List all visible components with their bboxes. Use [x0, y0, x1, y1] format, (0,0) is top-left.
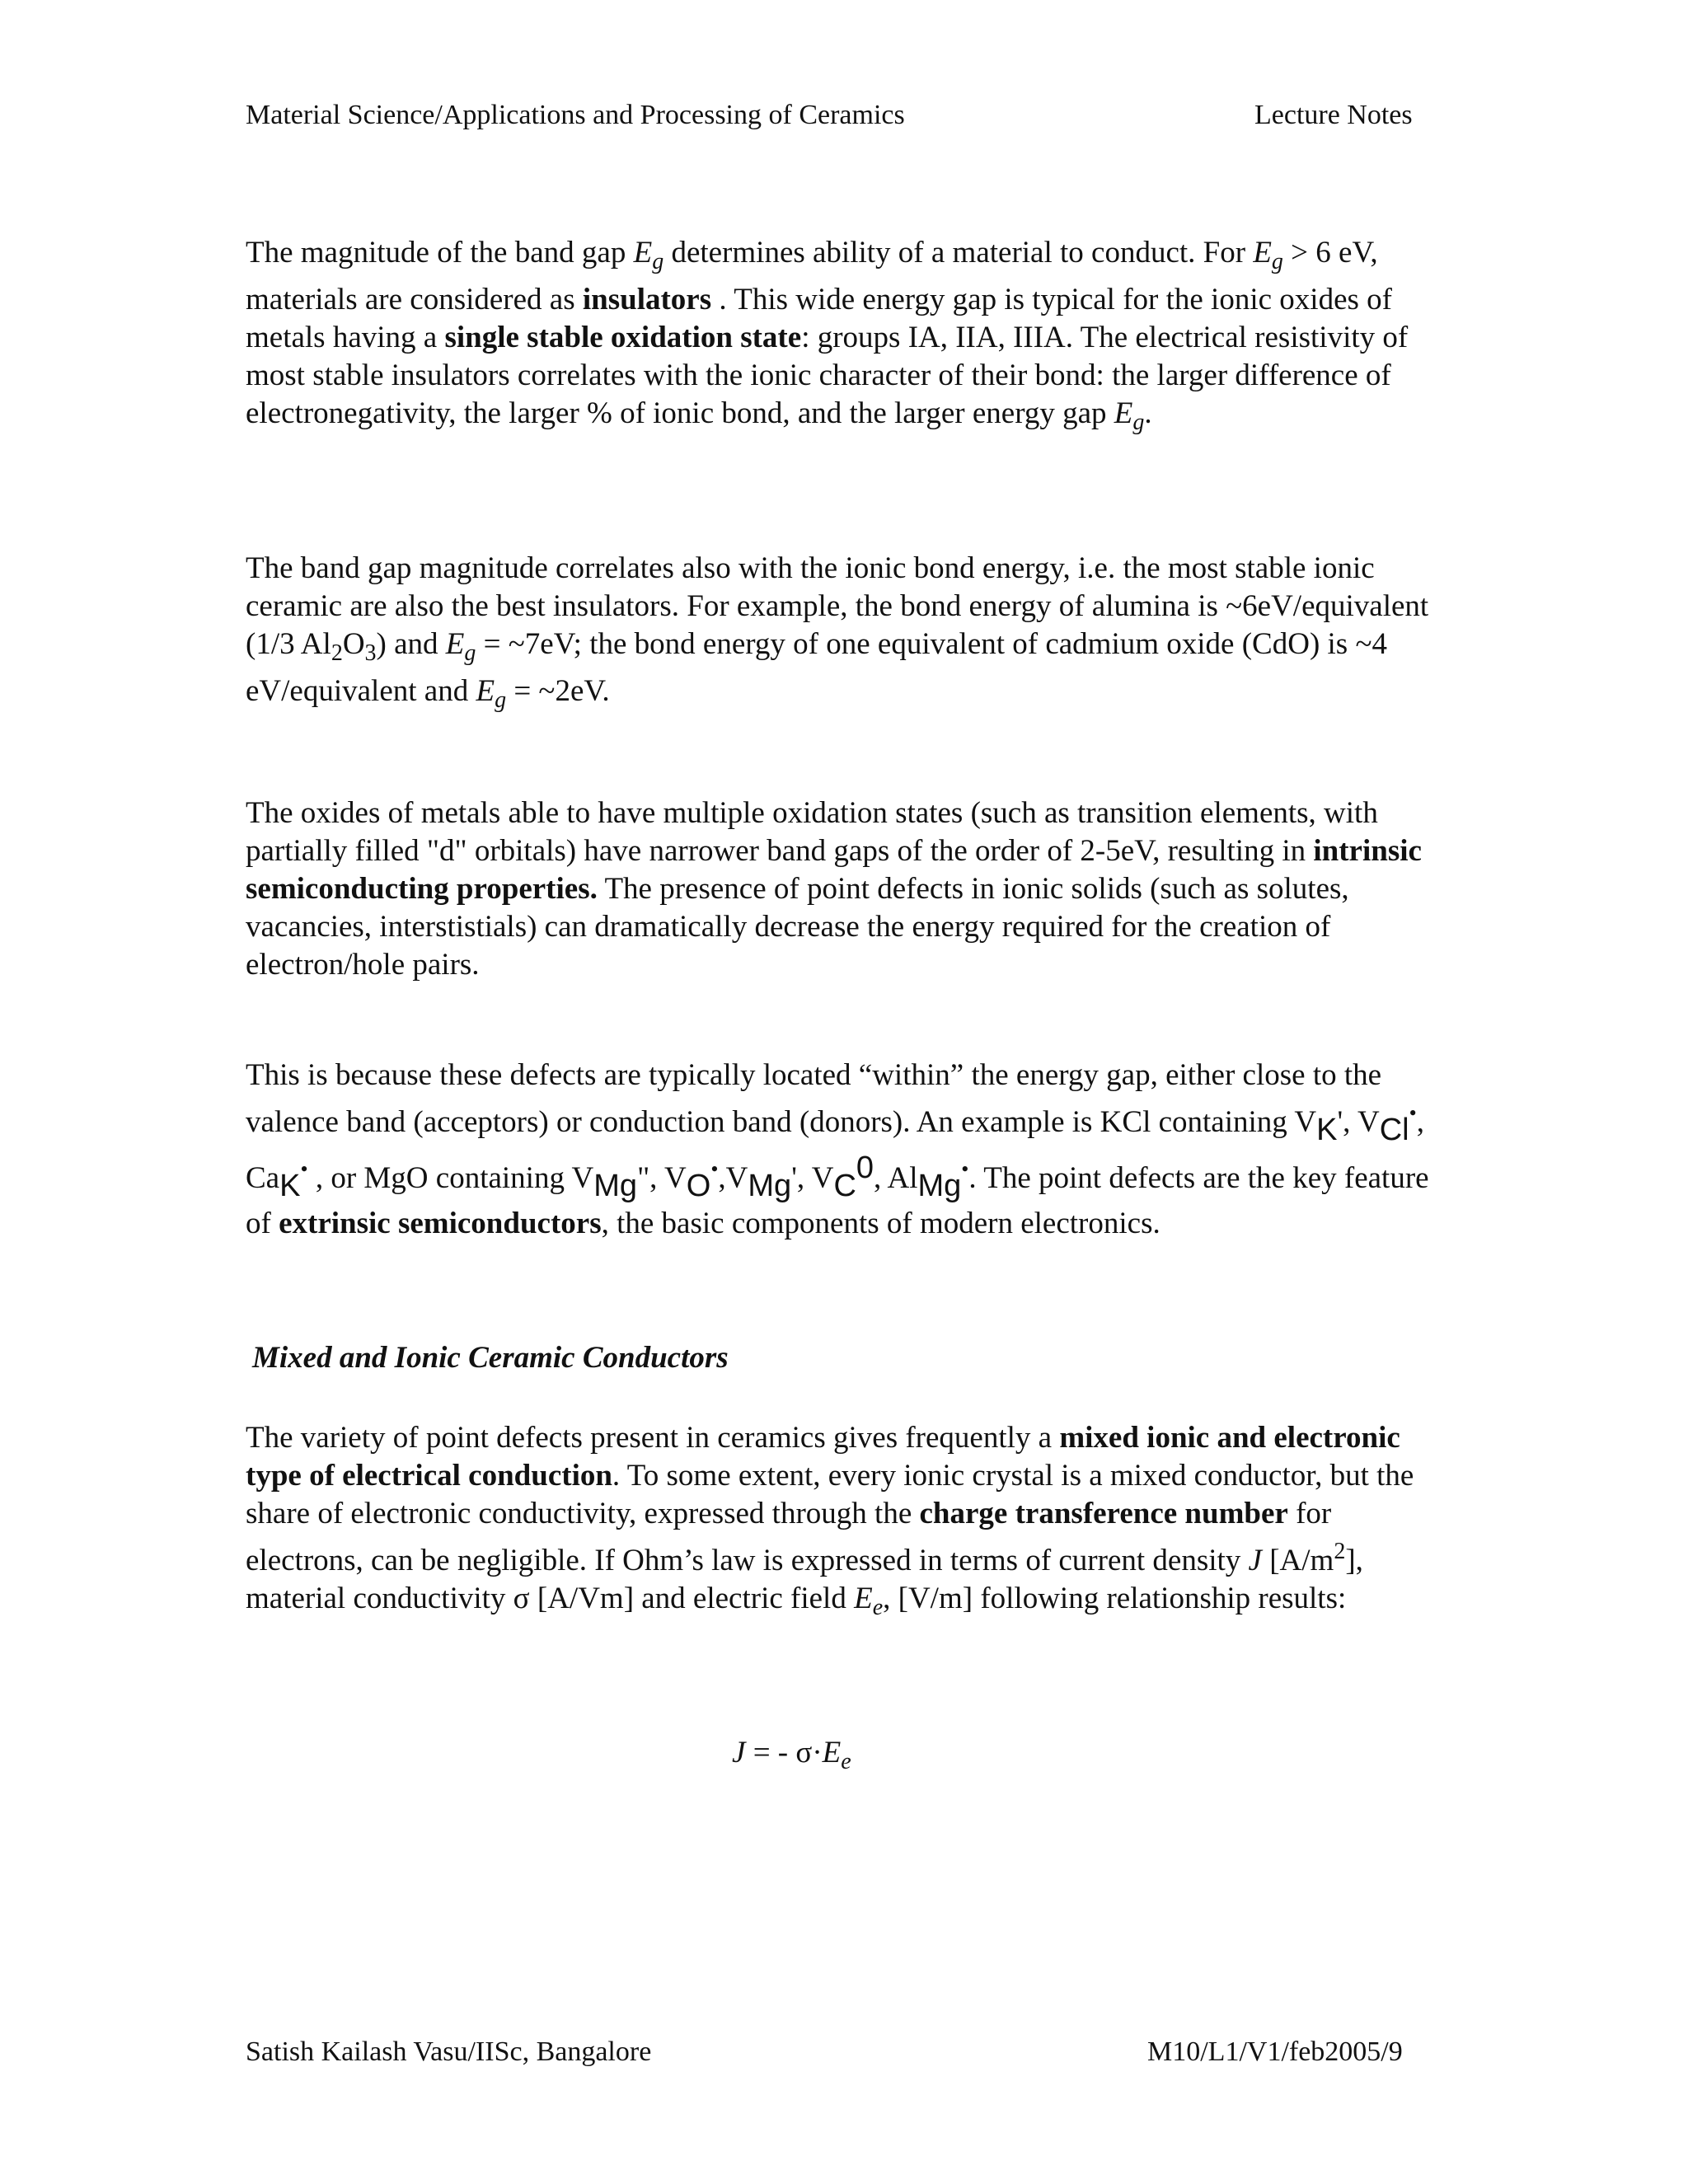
term-intrinsic-semiconducting: intrinsic semiconducting properties.	[246, 834, 1422, 906]
term-single-stable-oxidation-state: single stable oxidation state	[444, 321, 802, 354]
paragraph-bond-energy: The band gap magnitude correlates also with the ionic bond energy, i.e. the most stable ionic ceramic are also the best insulators. For example, the bond energy of alumina is ~6eV/equivalent (1/3 $Al_2O_3$) and $E_g$ = ~7eV; the bond energy of one equivalent of cadmium oxide (CdO) is ~4 eV/equivalent and $E_g$ = ~2eV.	[246, 551, 1429, 713]
header-course-title: Material Science/Applications and Processing of Ceramics	[246, 100, 905, 130]
ohms-law-equation: J = - $\sigma\cdot E_e$	[732, 1736, 851, 1774]
term-charge-transference-number: charge transference number	[919, 1497, 1288, 1530]
paragraph-multiple-oxidation-states: The oxides of metals able to have multiple oxidation states (such as transition elements, with partially filled "d" orbitals) have narrower band gaps of the order of 2-5eV, resulting in intrinsic semiconducting properties. The presence of point defects in ionic solids (such as solutes, vacancies, interstistials) can dramatically decrease the energy required for the creation of electron/hole pairs.	[246, 796, 1422, 982]
header-lecture-notes: Lecture Notes	[1254, 100, 1413, 130]
term-insulators: insulators	[582, 283, 712, 316]
term-mixed-ionic-electronic: mixed ionic and electronic type of electrical conduction	[246, 1421, 1400, 1493]
term-extrinsic-semiconductors: extrinsic semiconductors	[279, 1207, 602, 1240]
footer-author: Satish Kailash Vasu/IISc, Bangalore	[246, 2036, 652, 2067]
paragraph-band-gap-insulators: The magnitude of the band gap $E_g$ determines ability of a material to conduct. For $E_g > 6$ eV, materials are considered as insulators . This wide energy gap is typical for the ionic oxides of metals having a single stable oxidation state: groups IA, IIA, IIIA. The electrical resistivity of most stable insulators correlates with the ionic character of their bond: the larger difference of electronegativity, the larger % of ionic bond, and the larger energy gap $E_g$.	[246, 236, 1409, 435]
paragraph-mixed-conduction: The variety of point defects present in ceramics gives frequently a mixed ionic and electronic type of electrical conduction. To some extent, every ionic crystal is a mixed conductor, but the share of electronic conductivity, expressed through the charge transference number for electrons, can be negligible. If Ohm’s law is expressed in terms of current density J $[A/m^2]$, material conductivity σ [A/Vm] and electric field $E_e$, [V/m] following relationship results:	[246, 1421, 1414, 1620]
paragraph-defects-in-gap: This is because these defects are typically located “within” the energy gap, either close to the valence band (acceptors) or conduction band (donors). An example is KCl containing VK', VCl•, CaK• , or MgO containing VMg", VO•,VMg', VC0, AlMg•. The point defects are the key feature of extrinsic semiconductors, the basic components of modern electronics.	[246, 1058, 1429, 1240]
section-heading: Mixed and Ionic Ceramic Conductors	[252, 1341, 729, 1375]
footer-page-ref: M10/L1/V1/feb2005/9	[1147, 2036, 1403, 2067]
